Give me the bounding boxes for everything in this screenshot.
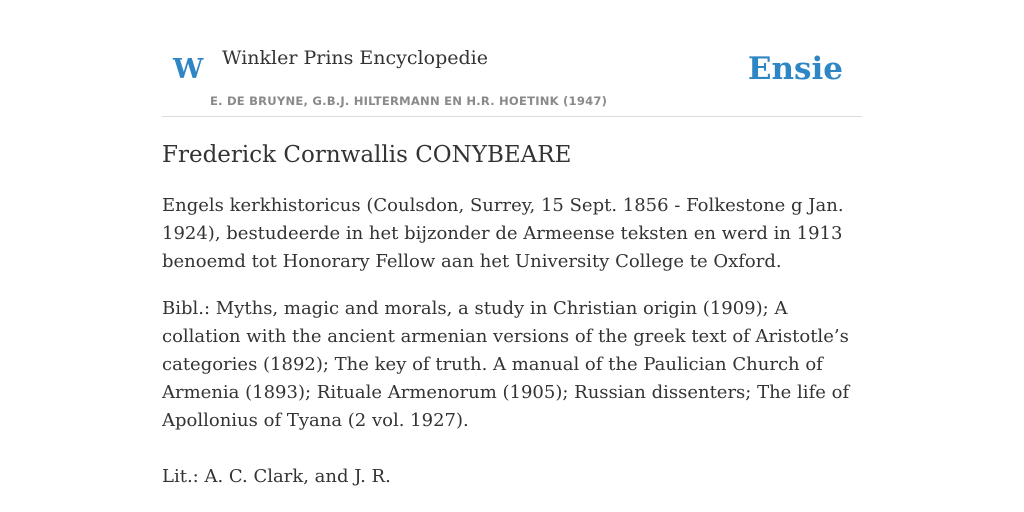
book-title[interactable]: Winkler Prins Encyclopedie bbox=[222, 47, 488, 69]
ensie-logo[interactable]: Ensie bbox=[747, 51, 843, 87]
page bbox=[162, 0, 862, 512]
header bbox=[162, 0, 862, 117]
article-paragraph-bibliography: Bibl.: Myths, magic and morals, a study in Christian origin (1909); A collation with the ancient armenian versions of the greek text of Aristotle’s categories (1892); The key of truth. A manual of the Paulician Church of Armenia (1893); Rituale Armenorum (1905); Russian dissenters; The life of Apollonius of Tyana (2 vol. 1927). bbox=[162, 298, 850, 431]
encyclopedia-logo-icon[interactable]: W bbox=[173, 54, 204, 85]
article-paragraph-description: Engels kerkhistoricus (Coulsdon, Surrey, 15 Sept. 1856 - Folkestone g Jan. 1924), bestudeerde in het bijzonder de Armeense teksten en werd in 1913 benoemd tot Honorary Fellow aan het University College te Oxford. bbox=[162, 195, 844, 272]
article-paragraph-literature: Lit.: A. C. Clark, and J. R. bbox=[162, 466, 391, 487]
article-title: Frederick Cornwallis CONYBEARE bbox=[162, 142, 572, 168]
book-authors: E. DE BRUYNE, G.B.J. HILTERMANN EN H.R. HOETINK (1947) bbox=[210, 94, 608, 108]
